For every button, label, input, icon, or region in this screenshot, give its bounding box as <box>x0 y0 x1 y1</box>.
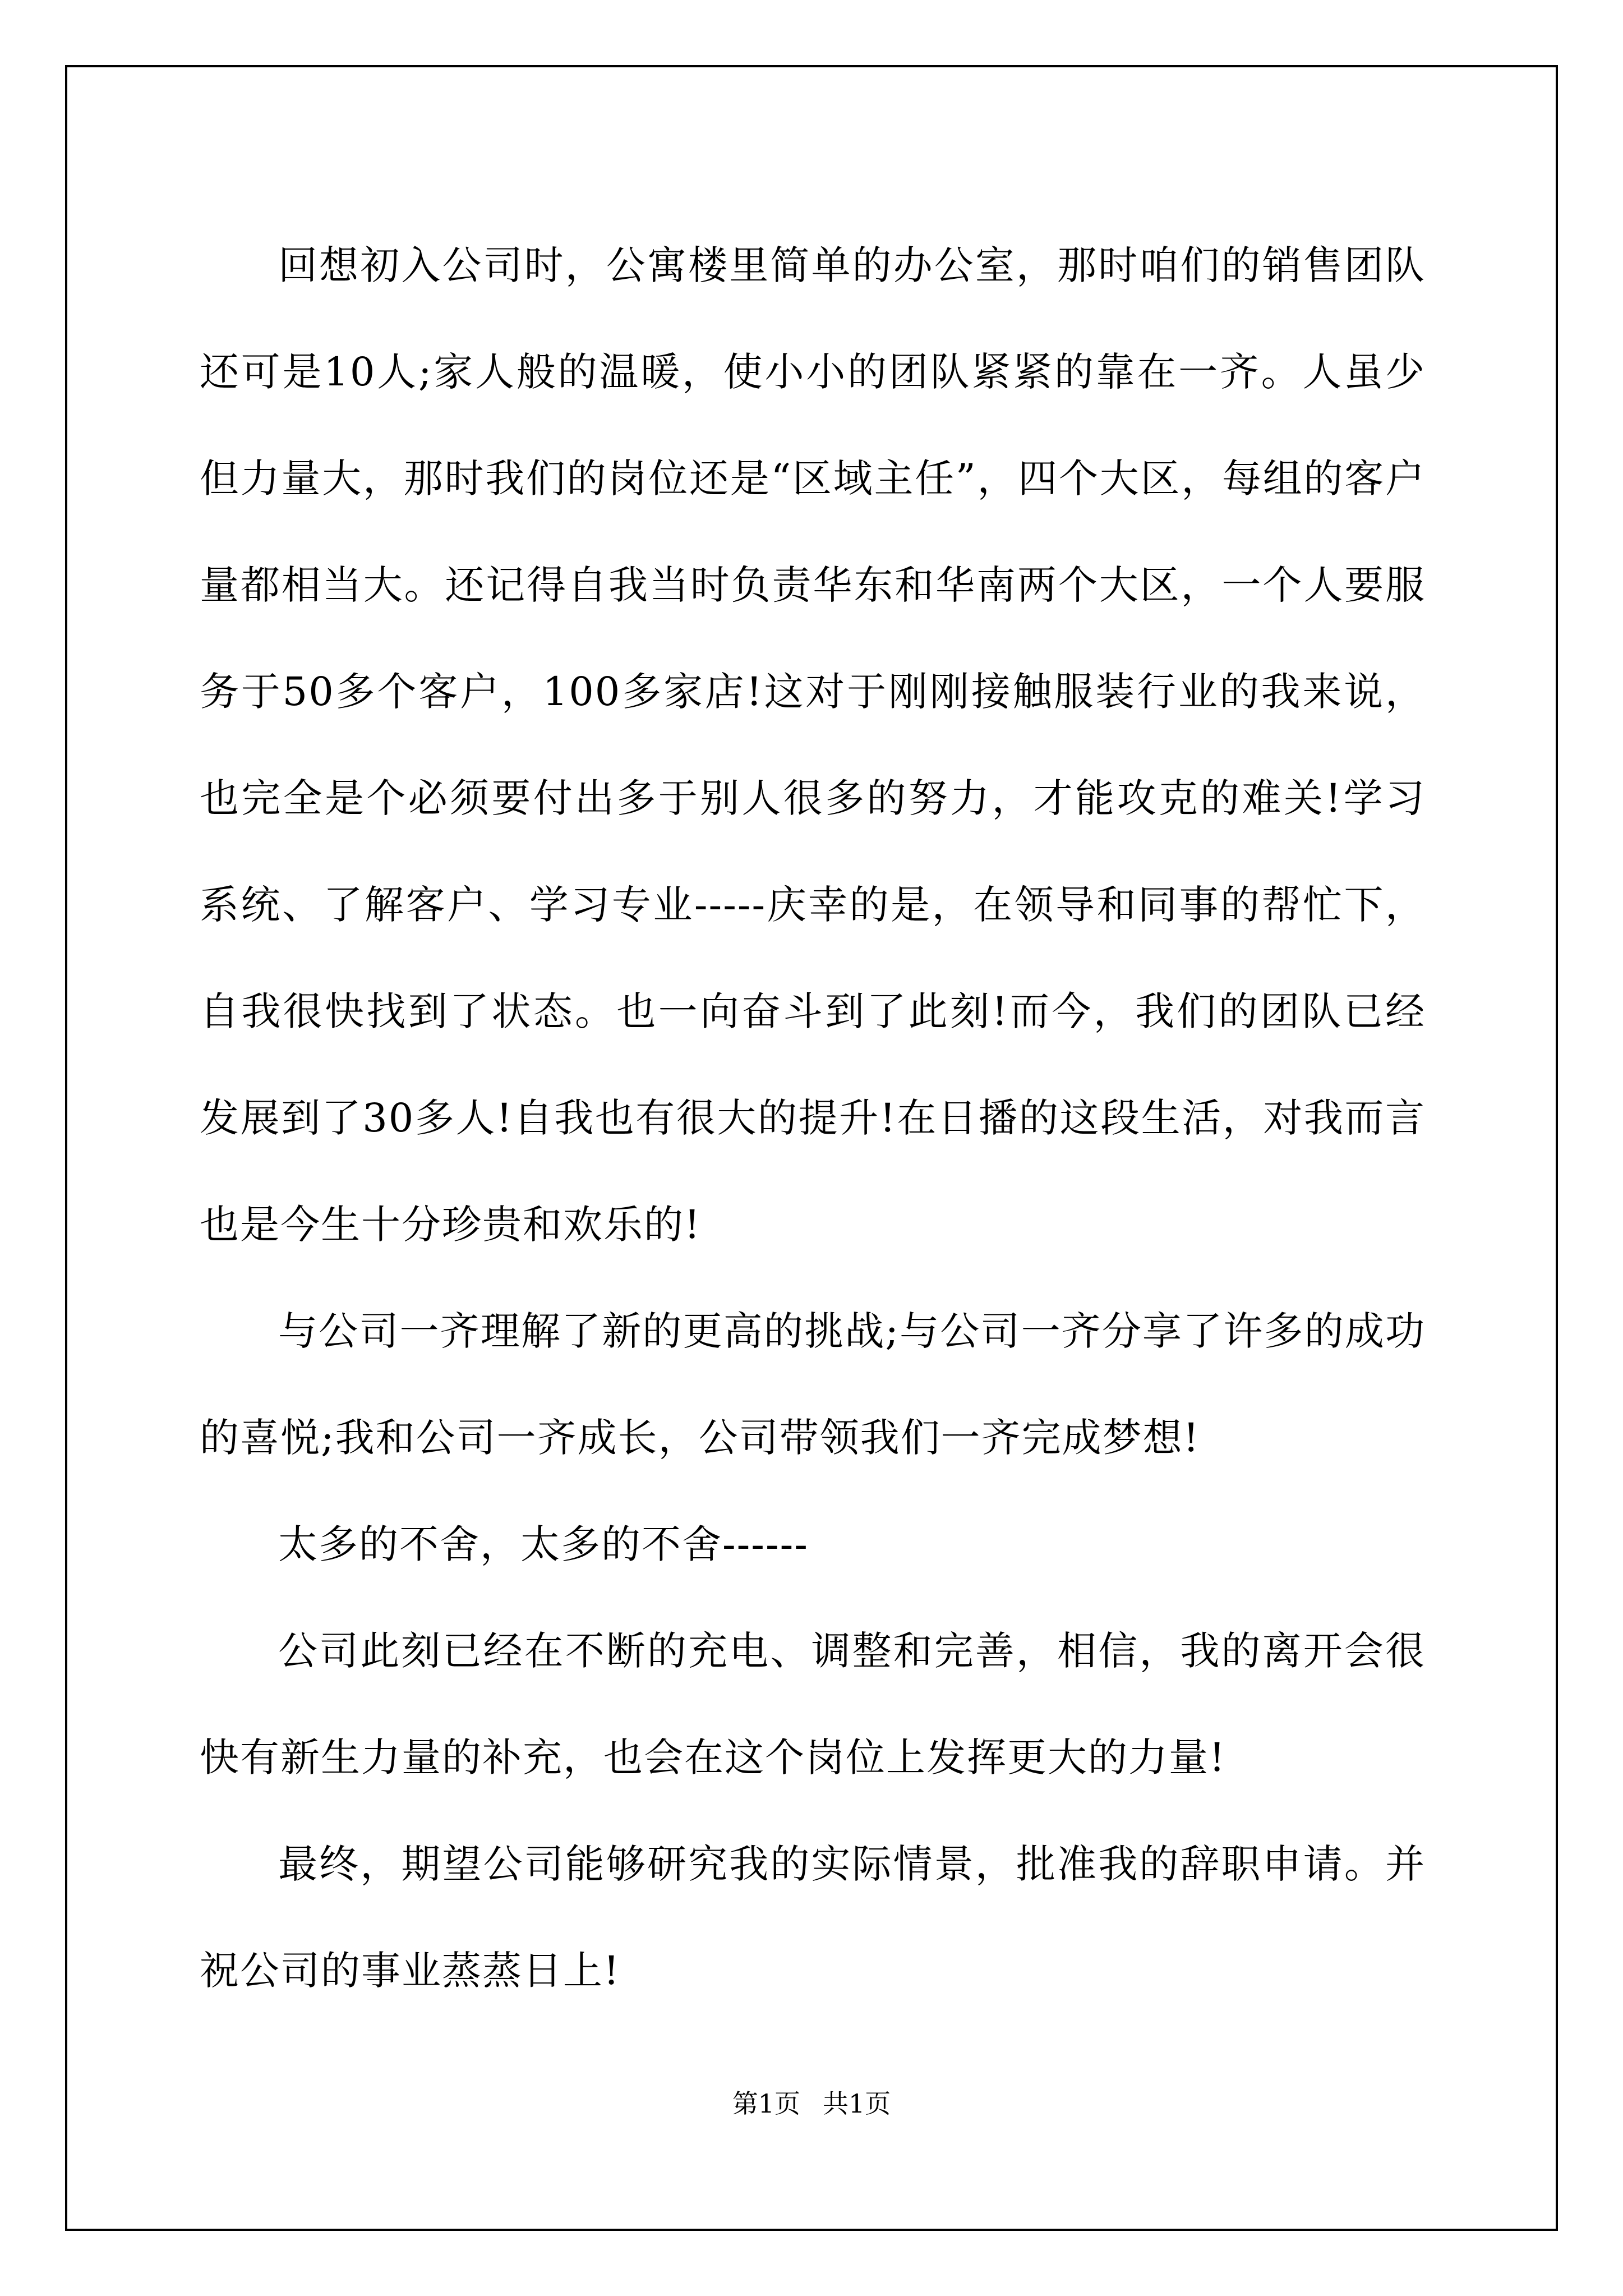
paragraph-5: 最终，期望公司能够研究我的实际情景，批准我的辞职申请。并祝公司的事业蒸蒸日上! <box>200 1841 1426 1994</box>
document-body <box>200 212 1426 2024</box>
page-footer <box>0 2087 1623 2120</box>
paragraph-3: 太多的不舍，太多的不舍------ <box>278 1521 809 1567</box>
page-number: 第1页 <box>732 2088 800 2119</box>
paragraph-2: 与公司一齐理解了新的更高的挑战;与公司一齐分享了许多的成功的喜悦;我和公司一齐成长，公司带领我们一齐完成梦想! <box>200 1308 1426 1461</box>
paragraph-1: 回想初入公司时，公寓楼里简单的办公室，那时咱们的销售团队还可是10人;家人般的温暖，使小小的团队紧紧的靠在一齐。人虽少但力量大，那时我们的岗位还是“区域主任”，四个大区，每组的客户量都相当大。还记得自我当时负责华东和华南两个大区，一个人要服务于50多个客户，100多家店!这对于刚刚接触服装行业的我来说，也完全是个必须要付出多于别人很多的努力，才能攻克的难关!学习系统、了解客户、学习专业-----庆幸的是，在领导和同事的帮忙下，自我很快找到了状态。也一向奋斗到了此刻!而今，我们的团队已经发展到了30多人!自我也有很大的提升!在日播的这段生活，对我而言也是今生十分珍贵和欢乐的! <box>200 242 1426 1248</box>
paragraph-4: 公司此刻已经在不断的充电、调整和完善，相信，我的离开会很快有新生力量的补充，也会在这个岗位上发挥更大的力量! <box>200 1628 1426 1780</box>
total-pages: 共1页 <box>823 2088 891 2119</box>
